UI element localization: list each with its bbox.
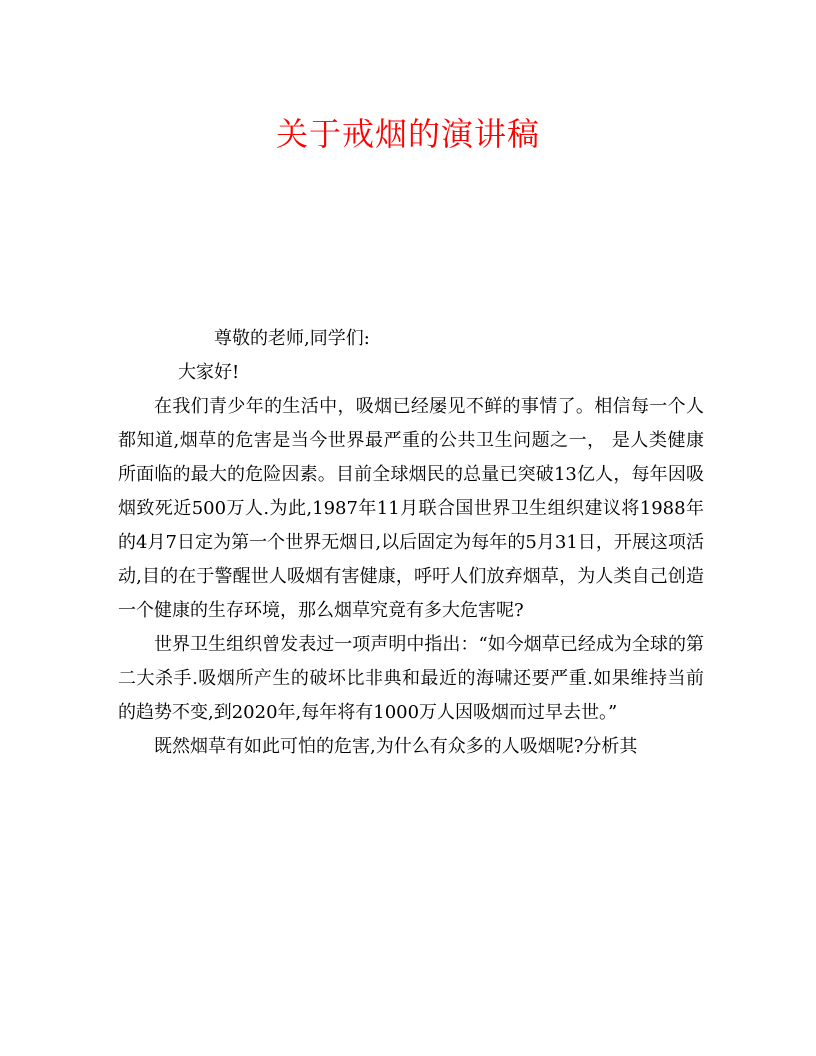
paragraph-analysis: 既然烟草有如此可怕的危害,为什么有众多的人吸烟呢?分析其 — [154, 736, 638, 757]
document-title: 关于戒烟的演讲稿 — [275, 115, 540, 153]
paragraph-who-statement: 世界卫生组织曾发表过一项声明中指出：“如今烟草已经成为全球的第二大杀手.吸烟所产生的破坏比非典和最近的海啸还要严重.如果维持当前的趋势不变,到2020年,每年将有1000万人因吸烟而过早去世。” — [118, 634, 704, 723]
paragraph-salutation: 尊敬的老师,同学们: — [214, 328, 370, 349]
paragraph-smoking-harm: 在我们青少年的生活中，吸烟已经屡见不鲜的事情了。相信每一个人都知道,烟草的危害是当今世界最严重的公共卫生问题之一， 是人类健康所面临的最大的危险因素。目前全球烟民的总量已突破13亿人，每年因吸烟致死近500万人.为此,1987年11月联合国世界卫生组织建议将1988年的4月7日定为第一个世界无烟日,以后固定为每年的5月31日，开展这项活动,目的在于警醒世人吸烟有害健康，呼吁人们放弃烟草，为人类自己创造一个健康的生存环境，那么烟草究竟有多大危害呢? — [118, 396, 704, 621]
document-body — [118, 322, 704, 764]
paragraph-greeting: 大家好! — [178, 362, 240, 383]
